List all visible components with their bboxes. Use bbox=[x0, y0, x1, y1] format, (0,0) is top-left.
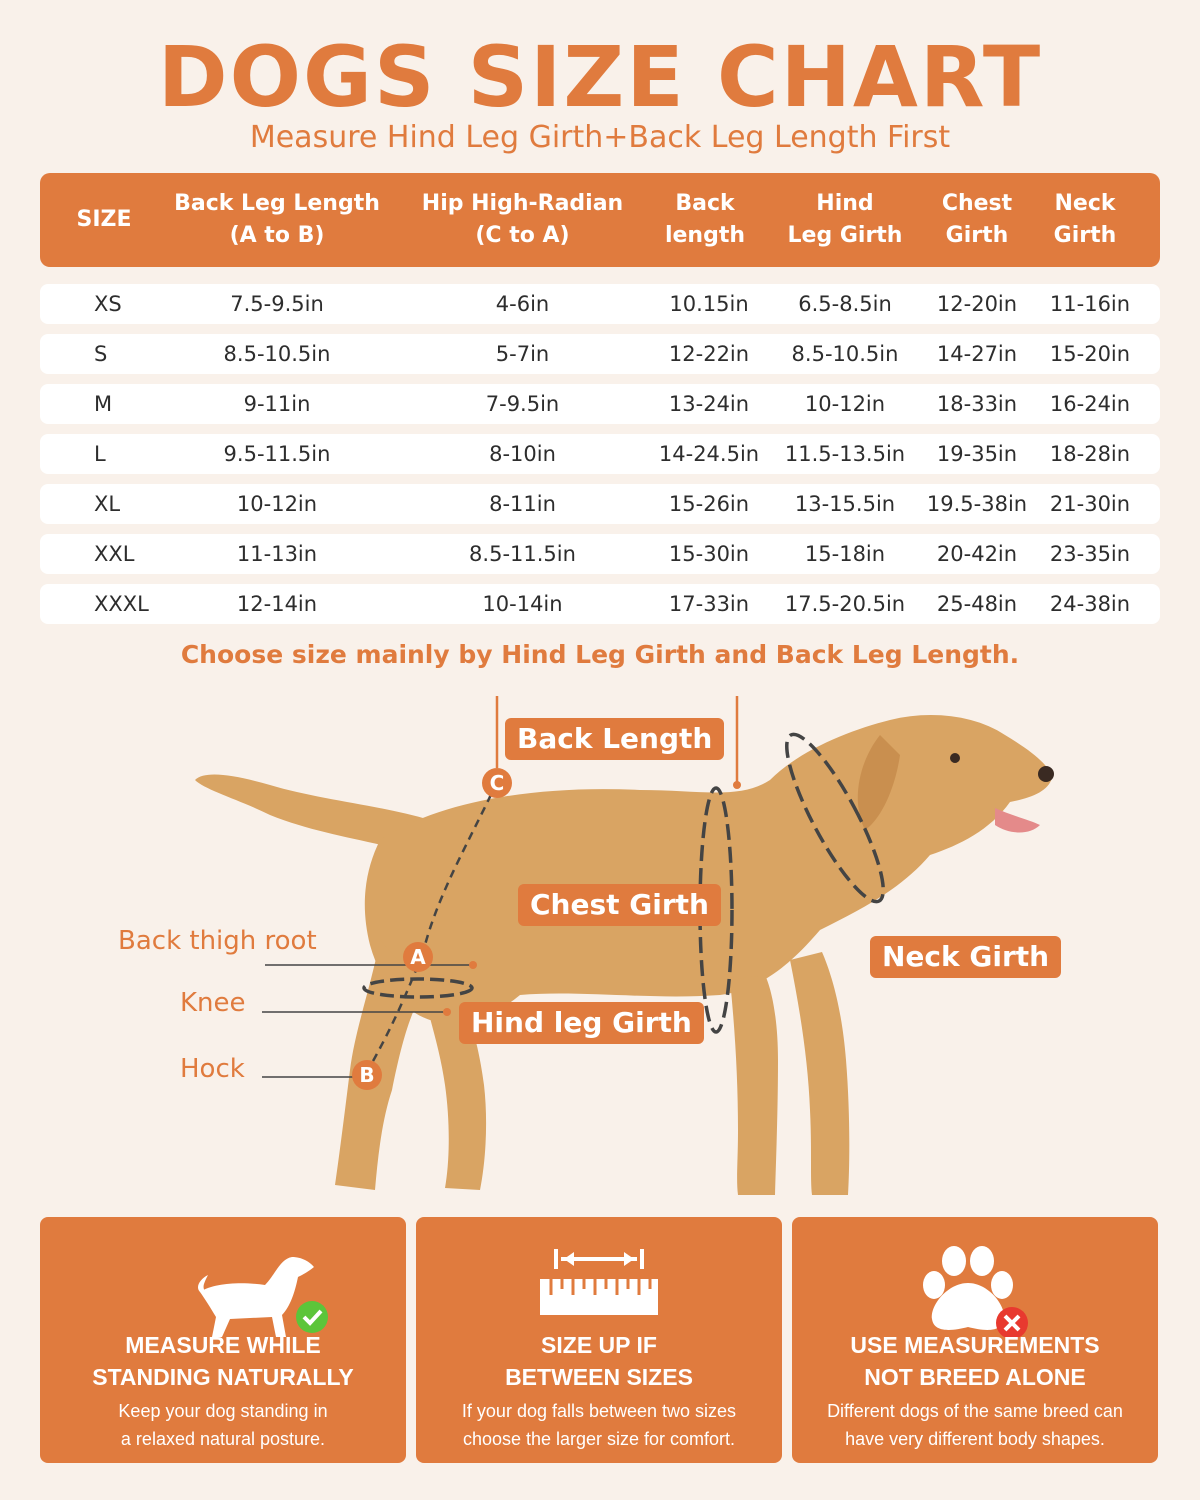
point-b: B bbox=[352, 1060, 382, 1090]
cell-back-length: 14-24.5in bbox=[658, 442, 760, 466]
card-text: Keep your dog standing in a relaxed natural posture. bbox=[118, 1401, 328, 1449]
cell-size: XS bbox=[94, 292, 122, 316]
table-row bbox=[40, 534, 1160, 574]
size-note: Choose size mainly by Hind Leg Girth and Back Leg Length. bbox=[180, 640, 1020, 669]
cell-neck-girth: 15-20in bbox=[1049, 342, 1131, 366]
cell-neck-girth: 11-16in bbox=[1049, 292, 1131, 316]
card-text: Different dogs of the same breed can have very different body shapes. bbox=[827, 1401, 1123, 1449]
cell-size: XXXL bbox=[94, 592, 149, 616]
card-heading: SIZE UP IF BETWEEN SIZES bbox=[505, 1332, 693, 1390]
header-back-leg-length: Back Leg Length (A to B) bbox=[174, 191, 380, 248]
cell-hip-high-radian: 8.5-11.5in bbox=[469, 542, 576, 566]
hind-leg-girth-tag: Hind leg Girth bbox=[459, 1002, 704, 1044]
neck-girth-tag: Neck Girth bbox=[870, 936, 1061, 978]
card-text: If your dog falls between two sizes choose the larger size for comfort. bbox=[461, 1401, 737, 1449]
cell-chest-girth: 25-48in bbox=[936, 592, 1018, 616]
chest-girth-tag: Chest Girth bbox=[518, 884, 721, 926]
table-header bbox=[40, 173, 1160, 267]
page-title: DOGS SIZE CHART bbox=[157, 28, 1043, 126]
cell-hip-high-radian: 8-11in bbox=[489, 492, 556, 516]
point-a: A bbox=[403, 942, 433, 972]
cell-chest-girth: 12-20in bbox=[936, 292, 1018, 316]
cell-neck-girth: 16-24in bbox=[1049, 392, 1131, 416]
cell-back-length: 17-33in bbox=[668, 592, 750, 616]
header-hind-leg-girth: Hind Leg Girth bbox=[787, 191, 903, 248]
header-back-length: Back length bbox=[664, 191, 746, 248]
table-row bbox=[40, 584, 1160, 624]
cell-chest-girth: 19.5-38in bbox=[926, 492, 1028, 516]
cell-hip-high-radian: 4-6in bbox=[495, 292, 550, 316]
cell-hip-high-radian: 8-10in bbox=[489, 442, 556, 466]
cell-chest-girth: 14-27in bbox=[936, 342, 1018, 366]
cell-hind-leg-girth: 8.5-10.5in bbox=[791, 342, 899, 366]
cell-back-leg-length: 11-13in bbox=[236, 542, 318, 566]
header-hip-high-radian: Hip High-Radian (C to A) bbox=[421, 191, 624, 248]
cell-back-length: 15-30in bbox=[668, 542, 750, 566]
cell-hind-leg-girth: 6.5-8.5in bbox=[798, 292, 892, 316]
cell-back-leg-length: 9.5-11.5in bbox=[223, 442, 331, 466]
cell-back-length: 12-22in bbox=[668, 342, 750, 366]
ruler-measure-icon bbox=[416, 1237, 782, 1337]
cell-hip-high-radian: 10-14in bbox=[482, 592, 563, 616]
cell-hind-leg-girth: 17.5-20.5in bbox=[784, 592, 906, 616]
cell-size: M bbox=[94, 392, 113, 416]
cell-chest-girth: 18-33in bbox=[936, 392, 1018, 416]
table-row bbox=[40, 484, 1160, 524]
cell-back-length: 15-26in bbox=[668, 492, 750, 516]
paw-cross-icon bbox=[792, 1237, 1158, 1337]
cell-neck-girth: 23-35in bbox=[1049, 542, 1131, 566]
cell-back-leg-length: 8.5-10.5in bbox=[223, 342, 331, 366]
cell-back-leg-length: 12-14in bbox=[236, 592, 318, 616]
table-row bbox=[40, 334, 1160, 374]
cell-hind-leg-girth: 15-18in bbox=[804, 542, 886, 566]
page-subtitle: Measure Hind Leg Girth+Back Leg Length First bbox=[249, 120, 951, 155]
back-length-tag: Back Length bbox=[505, 718, 724, 760]
header-neck-girth: Neck Girth bbox=[1053, 191, 1117, 248]
cell-back-leg-length: 7.5-9.5in bbox=[230, 292, 324, 316]
cell-chest-girth: 19-35in bbox=[936, 442, 1018, 466]
knee-label: Knee bbox=[180, 988, 246, 1018]
cell-size: XL bbox=[94, 492, 121, 516]
hock-label: Hock bbox=[180, 1054, 245, 1084]
tip-card-size-up bbox=[416, 1217, 782, 1463]
header-chest-girth: Chest Girth bbox=[941, 191, 1013, 248]
cell-back-length: 10.15in bbox=[669, 292, 749, 316]
cell-hind-leg-girth: 10-12in bbox=[804, 392, 886, 416]
tip-card-breed bbox=[792, 1217, 1158, 1463]
dog-standing-check-icon bbox=[40, 1237, 406, 1337]
cell-size: S bbox=[94, 342, 108, 366]
point-c: C bbox=[482, 768, 512, 798]
card-heading: USE MEASUREMENTS NOT BREED ALONE bbox=[850, 1332, 1100, 1390]
cell-hip-high-radian: 7-9.5in bbox=[485, 392, 560, 416]
back-thigh-root-label: Back thigh root bbox=[118, 926, 317, 956]
table-row bbox=[40, 284, 1160, 324]
cell-chest-girth: 20-42in bbox=[936, 542, 1018, 566]
cell-back-leg-length: 9-11in bbox=[243, 392, 311, 416]
cell-neck-girth: 24-38in bbox=[1049, 592, 1131, 616]
cell-neck-girth: 18-28in bbox=[1049, 442, 1131, 466]
tip-card-standing bbox=[40, 1217, 406, 1463]
cell-size: L bbox=[94, 442, 106, 466]
cell-neck-girth: 21-30in bbox=[1049, 492, 1131, 516]
table-row bbox=[40, 434, 1160, 474]
cell-hind-leg-girth: 11.5-13.5in bbox=[784, 442, 906, 466]
card-heading: MEASURE WHILE STANDING NATURALLY bbox=[92, 1332, 354, 1390]
cell-back-leg-length: 10-12in bbox=[236, 492, 318, 516]
cell-hind-leg-girth: 13-15.5in bbox=[794, 492, 896, 516]
cell-hip-high-radian: 5-7in bbox=[495, 342, 550, 366]
header-size: SIZE bbox=[76, 207, 132, 232]
cell-size: XXL bbox=[94, 542, 135, 566]
table-row bbox=[40, 384, 1160, 424]
cell-back-length: 13-24in bbox=[668, 392, 750, 416]
